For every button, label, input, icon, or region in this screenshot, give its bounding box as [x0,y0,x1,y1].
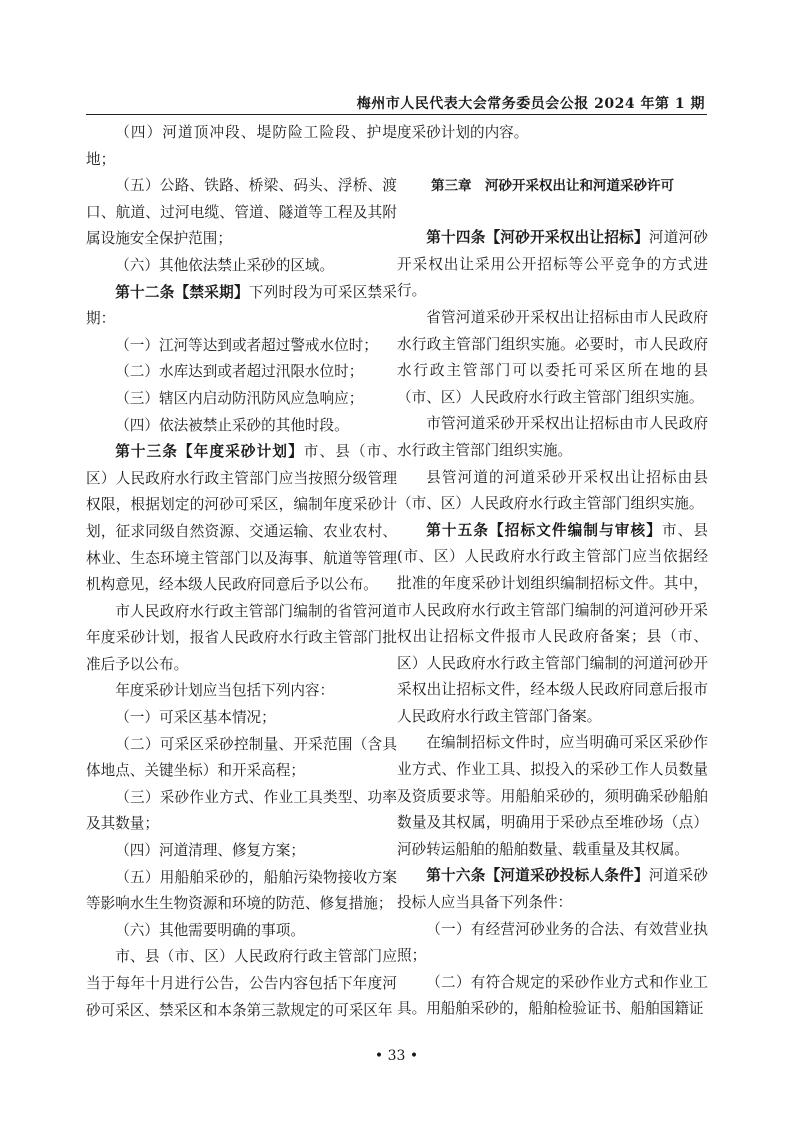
right-column [397,120,708,1023]
paragraph [86,333,397,360]
paragraph-text: 市、县(市、区）人民政府水行政主管部门应当依据经批准的年度采砂计划组织编制招标文件。其中，市人民政府水行政主管部门编制的河道河砂开采权出让招标文件报市人民政府备案；县（市、区）人民政府水行政主管部门编制的河道河砂开采权出让招标文件，经本级人民政府同意后报市人民政府水行政主管部门备案。 [397,521,708,725]
paragraph-text: （一）有经营河砂业务的合法、有效营业执照； [397,920,708,965]
article-heading: 第十五条【招标文件编制与审核】 [426,521,662,539]
paragraph-text: 市管河道采砂开采权出让招标由市人民政府水行政主管部门组织实施。 [397,415,708,459]
paragraph [86,359,397,386]
paragraph-text: （四）河道清理、修复方案； [115,842,305,860]
paragraph [86,599,397,679]
header-divider [86,114,707,115]
paragraph-text: 度采砂计划的内容。 [397,124,529,141]
paragraph-text: （二）水库达到或者超过汛限水位时； [115,363,364,381]
paragraph [397,411,708,464]
paragraph-text: 河道采砂投标人应当具备下列条件： [397,867,708,912]
paragraph [86,386,397,413]
paragraph [86,173,397,253]
paragraph-text: （四）河道顶冲段、堤防险工险段、护堤地； [86,124,397,168]
paragraph-text: 下列时段为可采区禁采期： [86,283,397,328]
paragraph-text: （五）用船舶采砂的，船舶污染物接收方案等影响水生生物资源和环境的防范、修复措施； [86,868,397,913]
paragraph-text: （一）可采区基本情况； [115,709,276,727]
paragraph-text: （六）其他依法禁止采砂的区域。 [115,256,335,274]
paragraph [397,970,708,1023]
paragraph [397,465,708,518]
paragraph [86,732,397,785]
paragraph-text: 在编制招标文件时，应当明确可采区采砂作业方式、作业工具、拟投入的采砂工作人员数量及资质要求等。用船舶采砂的，须明确采砂船舶数量及其权属，明确用于采砂点至堆砂场（点）河砂转运船舶的船舶数量、载重量及其权属。 [397,734,708,858]
paragraph-text: （二）可采区采砂控制量、开采范围（含具体地点、关键坐标）和开采高程； [86,735,397,780]
paragraph-text: 市、县（市、区）人民政府行政主管部门应当于每年十月进行公告，公告内容包括下年度河砂可采区、禁采区和本条第三款规定的可采区年 [86,948,397,1019]
paragraph-text: （五）公路、铁路、桥梁、码头、浮桥、渡口、航道、过河电缆、管道、隧道等工程及其附属设施安全保护范围； [86,177,397,248]
article-heading: 第十二条【禁采期】 [115,283,249,301]
paragraph [86,865,397,918]
paragraph [397,917,708,970]
paragraph [86,678,397,705]
journal-header: 梅州市人民代表大会常务委员会公报 2024 年第 1 期 [356,96,705,112]
paragraph [397,730,708,863]
article-paragraph [397,863,708,916]
left-column [86,120,397,1024]
paragraph-text: （六）其他需要明确的事项。 [115,921,305,939]
paragraph [86,120,397,173]
paragraph-text: 河道河砂开采权出让采用公开招标等公平竞争的方式进行。 [397,229,708,300]
article-heading: 第十六条【河道采砂投标人条件】 [426,867,649,885]
article-paragraph [397,518,708,731]
paragraph [86,705,397,732]
paragraph [86,413,397,440]
chapter-heading: 第三章 河砂开采权出让和河道采砂许可 [431,177,674,194]
paragraph-text: （三）采砂作业方式、作业工具类型、功率及其数量； [86,788,397,833]
paragraph-text: （四）依法被禁止采砂的其他时段。 [115,416,349,434]
paragraph [86,253,397,280]
paragraph-text: （三）辖区内启动防汛防风应急响应； [115,389,364,407]
page-number: • 33 • [374,1048,419,1064]
paragraph [397,305,708,411]
article-paragraph [86,280,397,333]
article-heading: 第十四条【河砂开采权出让招标】 [426,229,649,247]
paragraph-text: （一）江河等达到或者超过警戒水位时； [115,336,378,354]
paragraph-text: 年度采砂计划应当包括下列内容： [115,682,335,700]
paragraph-text: （二）有符合规定的采砂作业方式和作业工具。用船舶采砂的，船舶检验证书、船舶国籍证 [397,973,708,1018]
paragraph-text: 省管河道采砂开采权出让招标由市人民政府水行政主管部门组织实施。必要时，市人民政府水行政主管部门可以委托可采区所在地的县（市、区）人民政府水行政主管部门组织实施。 [397,308,708,406]
paragraph-text: 市、县（市、区）人民政府水行政主管部门应当按照分级管理权限，根据划定的河砂可采区，编制年度采砂计划，征求同级自然资源、交通运输、农业农村、林业、生态环境主管部门以及海事、航道等管理机构意见，经本级人民政府同意后予以公布。 [86,443,397,594]
paragraph [86,785,397,838]
article-paragraph [397,225,708,305]
paragraph [86,918,397,945]
article-heading: 第十三条【年度采砂计划】 [115,443,304,461]
paragraph [397,120,708,147]
article-paragraph [86,439,397,599]
paragraph-text: 市人民政府水行政主管部门编制的省管河道年度采砂计划，报省人民政府水行政主管部门批准后予以公布。 [86,602,397,673]
paragraph [86,944,397,1024]
paragraph-text: 县管河道的河道采砂开采权出让招标由县（市、区）人民政府水行政主管部门组织实施。 [397,468,708,513]
paragraph [86,838,397,865]
